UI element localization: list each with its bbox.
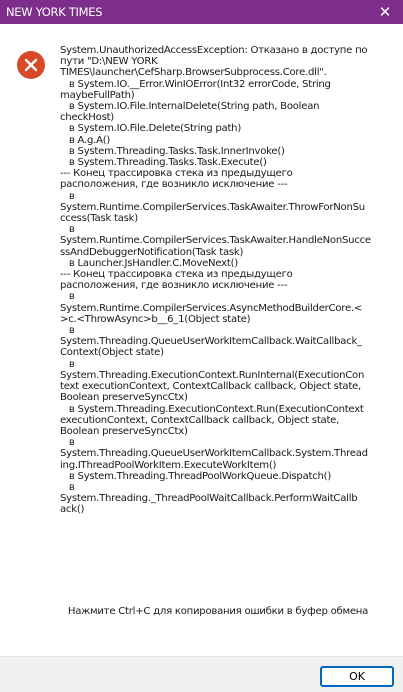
error-message-line: System.Threading._ThreadPoolWaitCallback.PerformWaitCallb xyxy=(60,493,358,505)
error-message-line: расположения, где возникло исключение --- xyxy=(60,179,288,191)
error-message-line: в System.IO.__Error.WinIOError(Int32 errorCode, String xyxy=(60,78,331,90)
error-message-line: System.Threading.QueueUserWorkItemCallback.System.Thread xyxy=(60,448,368,460)
error-message-line: --- Конец трассировка стека из предыдущего xyxy=(60,269,293,281)
error-message-line: расположения, где возникло исключение --- xyxy=(60,280,288,292)
error-message-line: System.Runtime.CompilerServices.AsyncMethodBuilderCore.< xyxy=(60,302,363,314)
ok-button[interactable]: OK xyxy=(320,666,394,687)
error-message-line: ccess(Task task) xyxy=(60,213,138,225)
error-message-line: System.Threading.QueueUserWorkItemCallback.WaitCallback_ xyxy=(60,336,362,348)
error-message-line: в xyxy=(60,437,75,449)
error-message-line: в xyxy=(60,224,75,236)
dialog-footer xyxy=(0,656,403,692)
error-message-line: maybeFullPath) xyxy=(60,89,135,101)
error-message-line: Boolean preserveSyncCtx) xyxy=(60,425,188,437)
error-message-line: в System.IO.File.Delete(String path) xyxy=(60,123,242,135)
error-message-line: в System.Threading.ThreadPoolWorkQueue.Dispatch() xyxy=(60,470,332,482)
error-message-line: ing.IThreadPoolWorkItem.ExecuteWorkItem() xyxy=(60,459,277,471)
error-message-line: в System.IO.File.InternalDelete(String path, Boolean xyxy=(60,101,320,113)
error-icon xyxy=(17,51,45,79)
error-message-line: --- Конец трассировка стека из предыдущего xyxy=(60,168,293,180)
copy-hint: Нажмите Ctrl+C для копирования ошибки в буфер обмена xyxy=(67,606,369,617)
error-message-line: text executionContext, ContextCallback callback, Object state, xyxy=(60,381,361,393)
error-message-line: ack() xyxy=(60,504,85,516)
error-message-line: TIMES\launcher\CefSharp.BrowserSubprocess.Core.dll". xyxy=(60,67,327,79)
error-message-line: пути "D:\NEW YORK xyxy=(60,56,158,68)
error-message-line: System.Threading.ExecutionContext.RunInternal(ExecutionCon xyxy=(60,369,365,381)
error-message-line: Boolean preserveSyncCtx) xyxy=(60,392,188,404)
close-button[interactable] xyxy=(367,0,403,24)
error-message-line: >c.<ThrowAsync>b__6_1(Object state) xyxy=(60,313,251,325)
error-message-line: в xyxy=(60,325,75,337)
error-message-line: в System.Threading.Tasks.Task.Execute() xyxy=(60,157,267,169)
window-title: NEW YORK TIMES xyxy=(6,5,103,19)
error-message-line: в xyxy=(60,190,75,202)
error-message-line: в A.g.A() xyxy=(60,134,111,146)
error-message xyxy=(60,45,388,516)
error-message-line: ssAndDebuggerNotification(Task task) xyxy=(60,246,244,258)
error-message-line: в xyxy=(60,291,75,303)
error-message-line: в System.Threading.ExecutionContext.Run(ExecutionContext xyxy=(60,403,364,415)
error-message-line: executionContext, ContextCallback callback, Object state, xyxy=(60,414,340,426)
error-message-line: в System.Threading.Tasks.Task.InnerInvoke() xyxy=(60,145,285,157)
error-message-line: в xyxy=(60,481,75,493)
title-bar[interactable] xyxy=(0,0,403,24)
error-message-line: System.UnauthorizedAccessException: Отказано в доступе по xyxy=(60,45,368,56)
close-icon: ✕ xyxy=(378,3,392,21)
error-message-line: Context(Object state) xyxy=(60,347,164,359)
error-message-line: в Launcher.JsHandler.C.MoveNext() xyxy=(60,257,238,269)
error-message-line: checkHost) xyxy=(60,112,114,124)
error-message-line: System.Runtime.CompilerServices.TaskAwaiter.ThrowForNonSu xyxy=(60,201,365,213)
error-message-line: System.Runtime.CompilerServices.TaskAwaiter.HandleNonSucce xyxy=(60,235,371,247)
error-message-line: в xyxy=(60,358,75,370)
